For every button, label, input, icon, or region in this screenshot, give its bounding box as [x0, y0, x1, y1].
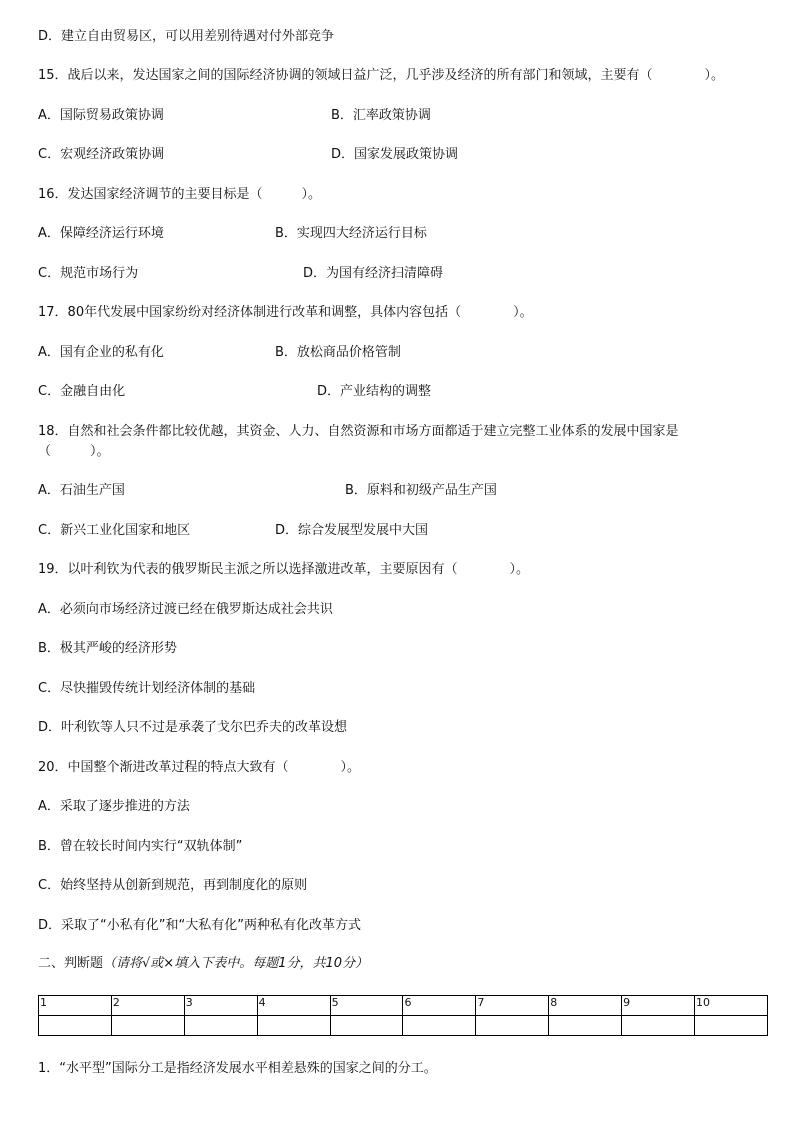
answer-header-cell: 6	[403, 996, 476, 1016]
q16-option-c: C．规范市场行为	[38, 266, 139, 281]
q20-option-b: B．曾在较长时间内实行“双轨体制”	[38, 839, 243, 854]
q17-option-d: D．产业结构的调整	[317, 384, 432, 399]
answer-input-cell[interactable]	[622, 1016, 695, 1036]
q19-option-d: D．叶利钦等人只不过是承袭了戈尔巴乔夫的改革设想	[38, 720, 348, 735]
q20-option-d: D．采取了“小私有化”和“大私有化”两种私有化改革方式	[38, 918, 361, 933]
answer-input-cell[interactable]	[111, 1016, 184, 1036]
answer-header-cell: 8	[549, 996, 622, 1016]
answer-input-cell[interactable]	[257, 1016, 330, 1036]
answer-header-cell: 9	[622, 996, 695, 1016]
answer-table-input-row	[39, 1016, 768, 1036]
answer-input-cell[interactable]	[695, 1016, 768, 1036]
answer-header-cell: 10	[695, 996, 768, 1016]
q18-option-c: C．新兴工业化国家和地区	[38, 523, 191, 538]
q17-option-c: C．金融自由化	[38, 384, 126, 399]
q16-option-d: D．为国有经济扫清障碍	[303, 266, 444, 281]
q16-option-b: B．实现四大经济运行目标	[275, 226, 427, 241]
question-18-line-1: 18．自然和社会条件都比较优越，其资金、人力、自然资源和市场方面都适于建立完整工业体系的发展中国家是	[38, 424, 679, 439]
answer-input-cell[interactable]	[39, 1016, 112, 1036]
q15-option-a: A．国际贸易政策协调	[38, 108, 164, 123]
question-17: 17．80年代发展中国家纷纷对经济体制进行改革和调整，具体内容包括（ ）。	[38, 305, 533, 320]
answer-table	[38, 995, 768, 1036]
answer-header-cell: 7	[476, 996, 549, 1016]
q18-option-a: A．石油生产国	[38, 483, 125, 498]
q20-option-c: C．始终坚持从创新到规范，再到制度化的原则	[38, 878, 308, 893]
q17-option-b: B．放松商品价格管制	[275, 345, 401, 360]
question-20: 20．中国整个渐进改革过程的特点大致有（ ）。	[38, 760, 361, 775]
answer-header-cell: 1	[39, 996, 112, 1016]
q19-option-c: C．尽快摧毁传统计划经济体制的基础	[38, 681, 256, 696]
answer-input-cell[interactable]	[476, 1016, 549, 1036]
section-2-heading	[38, 955, 368, 973]
q17-option-a: A．国有企业的私有化	[38, 345, 164, 360]
answer-header-cell: 3	[184, 996, 257, 1016]
q19-option-a: A．必须向市场经济过渡已经在俄罗斯达成社会共识	[38, 602, 333, 617]
section-2-hint: （请将√或×填入下表中。每题1分，共10分）	[103, 956, 369, 971]
answer-header-cell: 2	[111, 996, 184, 1016]
q19-option-b: B．极其严峻的经济形势	[38, 641, 177, 656]
answer-input-cell[interactable]	[403, 1016, 476, 1036]
option-d-previous: D．建立自由贸易区，可以用差别待遇对付外部竞争	[38, 29, 335, 44]
q15-option-c: C．宏观经济政策协调	[38, 147, 165, 162]
true-false-question-1: 1．“水平型”国际分工是指经济发展水平相差悬殊的国家之间的分工。	[38, 1061, 437, 1076]
question-19: 19．以叶利钦为代表的俄罗斯民主派之所以选择激进改革，主要原因有（ ）。	[38, 562, 530, 577]
answer-input-cell[interactable]	[184, 1016, 257, 1036]
question-15: 15．战后以来，发达国家之间的国际经济协调的领域日益广泛，几乎涉及经济的所有部门和领域，主要有（ ）。	[38, 68, 725, 83]
question-16: 16．发达国家经济调节的主要目标是（ ）。	[38, 187, 322, 202]
answer-input-cell[interactable]	[330, 1016, 403, 1036]
answer-input-cell[interactable]	[549, 1016, 622, 1036]
answer-header-cell: 4	[257, 996, 330, 1016]
q15-option-b: B．汇率政策协调	[331, 108, 431, 123]
q18-option-d: D．综合发展型发展中大国	[275, 523, 429, 538]
answer-header-cell: 5	[330, 996, 403, 1016]
answer-table-header-row	[39, 996, 768, 1016]
question-18-line-2: （ ）。	[38, 444, 110, 459]
q18-option-b: B．原料和初级产品生产国	[345, 483, 497, 498]
section-2-title: 二、判断题	[38, 956, 104, 971]
q15-option-d: D．国家发展政策协调	[331, 147, 459, 162]
q16-option-a: A．保障经济运行环境	[38, 226, 164, 241]
q20-option-a: A．采取了逐步推进的方法	[38, 799, 190, 814]
